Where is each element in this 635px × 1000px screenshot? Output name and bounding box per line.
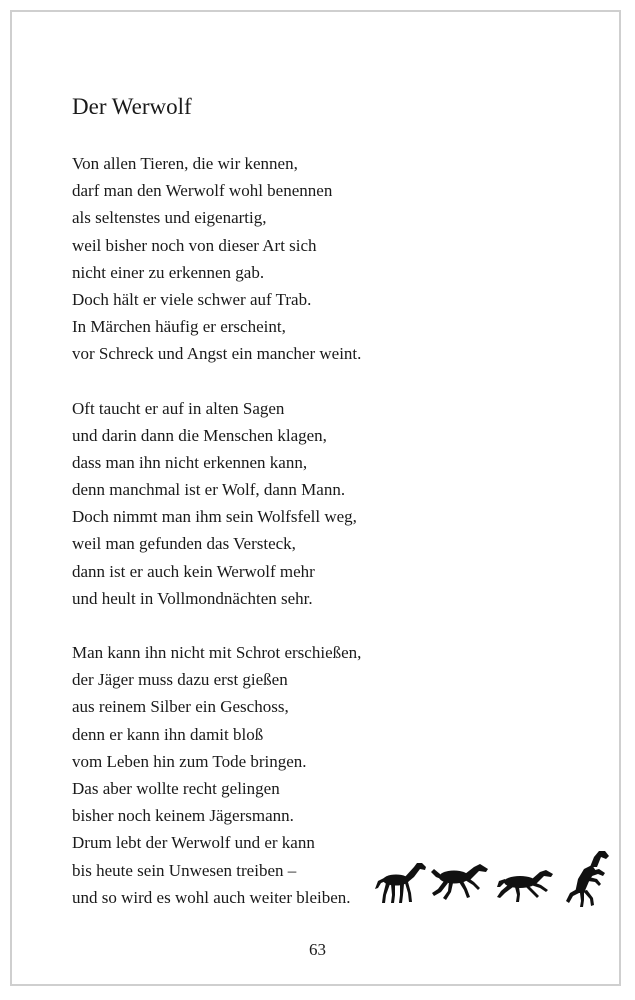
poem-line: dass man ihn nicht erkennen kann, bbox=[72, 452, 308, 472]
poem-line: darf man den Werwolf wohl benennen bbox=[72, 181, 333, 201]
poem-line: vom Leben hin zum Tode bringen. bbox=[72, 751, 307, 771]
poem-line: Man kann ihn nicht mit Schrot erschießen, bbox=[72, 643, 362, 662]
poem-line: und heult in Vollmondnächten sehr. bbox=[72, 588, 313, 608]
poem-line: dann ist er auch kein Werwolf mehr bbox=[72, 561, 315, 581]
poem-line: denn er kann ihn damit bloß bbox=[72, 724, 264, 744]
running-horses-icon bbox=[370, 843, 610, 909]
poem-body bbox=[72, 150, 552, 938]
horse-icon bbox=[497, 870, 553, 902]
stanza-1 bbox=[72, 150, 552, 368]
poem-line: Das aber wollte recht gelingen bbox=[72, 778, 280, 798]
poem-line: weil bisher noch von dieser Art sich bbox=[72, 235, 317, 255]
poem-line: weil man gefunden das Versteck, bbox=[72, 534, 296, 554]
stanza-2 bbox=[72, 395, 552, 613]
page-number: 63 bbox=[309, 940, 326, 959]
poem-line: nicht einer zu erkennen gab. bbox=[72, 262, 265, 282]
poem-line: der Jäger muss dazu erst gießen bbox=[72, 670, 288, 690]
poem-line: bisher noch keinem Jägersmann. bbox=[72, 806, 294, 826]
poem-line: In Märchen häufig er erscheint, bbox=[72, 317, 286, 337]
poem-line: Doch nimmt man ihm sein Wolfsfell weg, bbox=[72, 507, 357, 527]
poem-line: Von allen Tieren, die wir kennen, bbox=[72, 154, 298, 173]
poem-line: und darin dann die Menschen klagen, bbox=[72, 425, 327, 445]
poem-line: Drum lebt der Werwolf und er kann bbox=[72, 833, 315, 853]
horse-icon bbox=[375, 863, 426, 903]
poem-line: Oft taucht er auf in alten Sagen bbox=[72, 398, 285, 418]
poem-line: denn manchmal ist er Wolf, dann Mann. bbox=[72, 480, 346, 500]
poem-line: vor Schreck und Angst ein mancher weint. bbox=[72, 344, 362, 364]
horse-icon bbox=[431, 864, 488, 900]
poem-line: aus reinem Silber ein Geschoss, bbox=[72, 697, 289, 717]
poem-line: bis heute sein Unwesen treiben – bbox=[72, 860, 297, 880]
horse-icon bbox=[566, 851, 609, 907]
poem-line: Doch hält er viele schwer auf Trab. bbox=[72, 289, 312, 309]
poem-line: und so wird es wohl auch weiter bleiben. bbox=[72, 887, 351, 907]
poem-line: als seltenstes und eigenartig, bbox=[72, 208, 267, 228]
poem-title: Der Werwolf bbox=[72, 94, 192, 119]
